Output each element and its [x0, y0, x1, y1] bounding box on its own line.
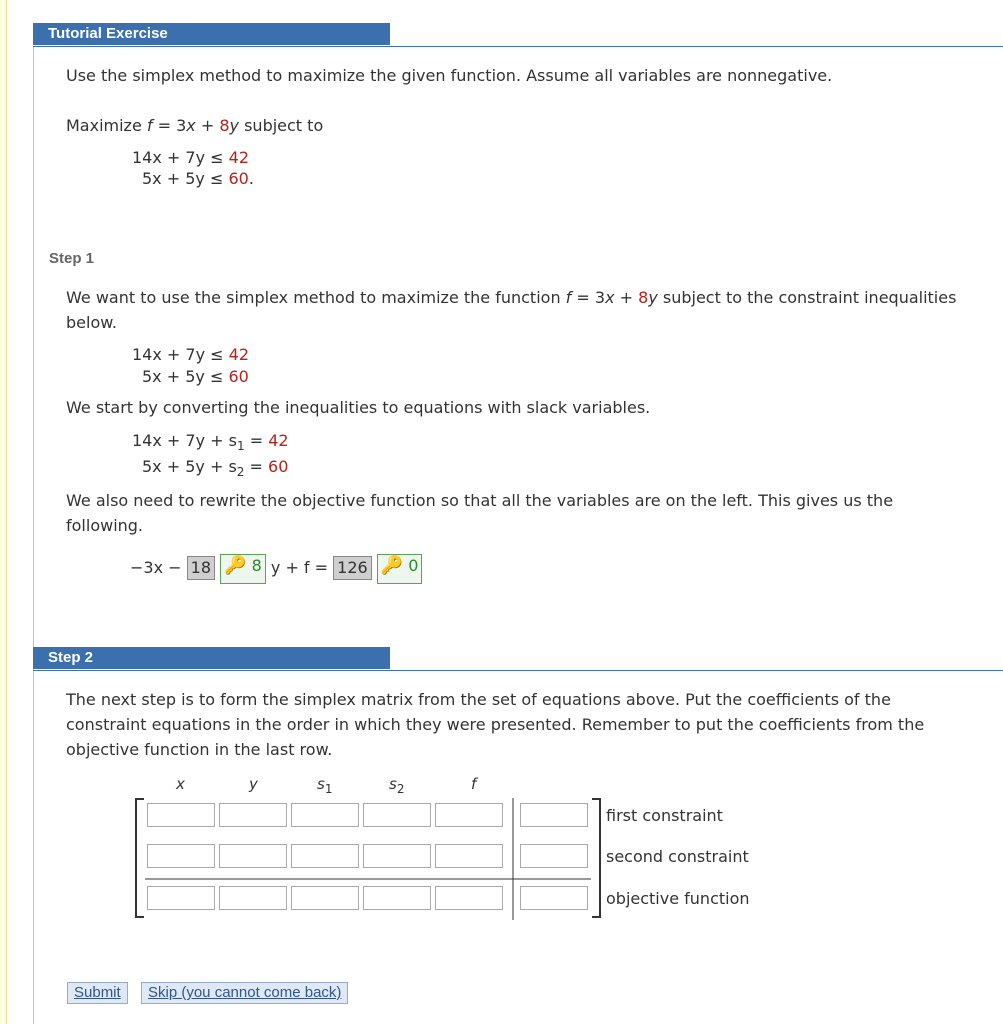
- cell-r2-rhs[interactable]: [520, 844, 588, 868]
- step1-intro: We want to use the simplex method to maximize the function f = 3x + 8y subject to the constraint inequalities: [66, 288, 957, 307]
- row-label-first: first constraint: [606, 806, 723, 825]
- key-icon: 🔑: [380, 554, 404, 576]
- answer-key-2: 🔑 0: [377, 554, 423, 584]
- col-header-x: x: [176, 775, 185, 793]
- tutorial-header: Tutorial Exercise: [33, 23, 390, 45]
- cell-r3-s1[interactable]: [291, 886, 359, 910]
- step1-label: Step 1: [49, 250, 95, 267]
- key-icon: 🔑: [224, 554, 247, 576]
- cell-r2-s1[interactable]: [291, 844, 359, 868]
- cell-r1-f[interactable]: [435, 803, 503, 827]
- col-header-f: f: [471, 775, 477, 793]
- constraint-1: 14x + 7y ≤ 42: [132, 148, 249, 167]
- cell-r1-x[interactable]: [147, 803, 215, 827]
- rewrite-text-cont: following.: [66, 516, 144, 535]
- answer-box-1: 18: [187, 556, 215, 580]
- tutorial-header-line: [33, 46, 1003, 47]
- answer-key-1: 🔑 8: [220, 554, 266, 584]
- submit-button[interactable]: Submit: [67, 982, 128, 1004]
- col-header-s2: $s_2$: [389, 775, 405, 796]
- rewrite-text: We also need to rewrite the objective function so that all the variables are on the left. This gives us the: [66, 491, 894, 510]
- row-label-second: second constraint: [606, 847, 749, 866]
- cell-r1-s1[interactable]: [291, 803, 359, 827]
- cell-r3-s2[interactable]: [363, 886, 431, 910]
- constraint-2: 5x + 5y ≤ 60.: [142, 169, 254, 188]
- answer-box-2: 126: [333, 556, 372, 580]
- step1-inequality-2: 5x + 5y ≤ 60: [142, 367, 249, 386]
- cell-r3-f[interactable]: [435, 886, 503, 910]
- step2-header: Step 2: [33, 647, 390, 669]
- cell-r1-y[interactable]: [219, 803, 287, 827]
- objective-equation: −3x − 18 🔑 8 y + f = 126 🔑 0: [130, 553, 422, 584]
- cell-r2-f[interactable]: [435, 844, 503, 868]
- content-border: [33, 46, 34, 1024]
- col-header-y: y: [249, 775, 258, 793]
- step2-text-3: objective function in the last row.: [66, 740, 333, 759]
- step1-inequality-1: 14x + 7y ≤ 42: [132, 345, 249, 364]
- maximize-statement: Maximize f = 3x + 8y subject to: [66, 116, 324, 135]
- col-header-s1: $s_1$: [317, 775, 333, 796]
- step2-text-2: constraint equations in the order in which they were presented. Remember to put the coefficients from the: [66, 715, 925, 734]
- cell-r1-s2[interactable]: [363, 803, 431, 827]
- cell-r1-rhs[interactable]: [520, 803, 588, 827]
- left-margin-stripe: [0, 0, 7, 1024]
- cell-r2-x[interactable]: [147, 844, 215, 868]
- cell-r3-y[interactable]: [219, 886, 287, 910]
- cell-r2-s2[interactable]: [363, 844, 431, 868]
- convert-text: We start by converting the inequalities to equations with slack variables.: [66, 398, 651, 417]
- step1-intro-cont: below.: [66, 313, 117, 332]
- step2-header-line: [33, 670, 1003, 671]
- intro-text: Use the simplex method to maximize the given function. Assume all variables are nonnegative.: [66, 66, 833, 85]
- cell-r3-x[interactable]: [147, 886, 215, 910]
- step2-text-1: The next step is to form the simplex matrix from the set of equations above. Put the coefficients of the: [66, 690, 891, 709]
- row-label-objective: objective function: [606, 889, 750, 908]
- skip-button[interactable]: Skip (you cannot come back): [141, 982, 348, 1004]
- cell-r2-y[interactable]: [219, 844, 287, 868]
- slack-equation-2: $5x + 5y + s_2 = 60$: [142, 457, 289, 479]
- slack-equation-1: $14x + 7y + s_1 = 42$: [132, 431, 289, 453]
- cell-r3-rhs[interactable]: [520, 886, 588, 910]
